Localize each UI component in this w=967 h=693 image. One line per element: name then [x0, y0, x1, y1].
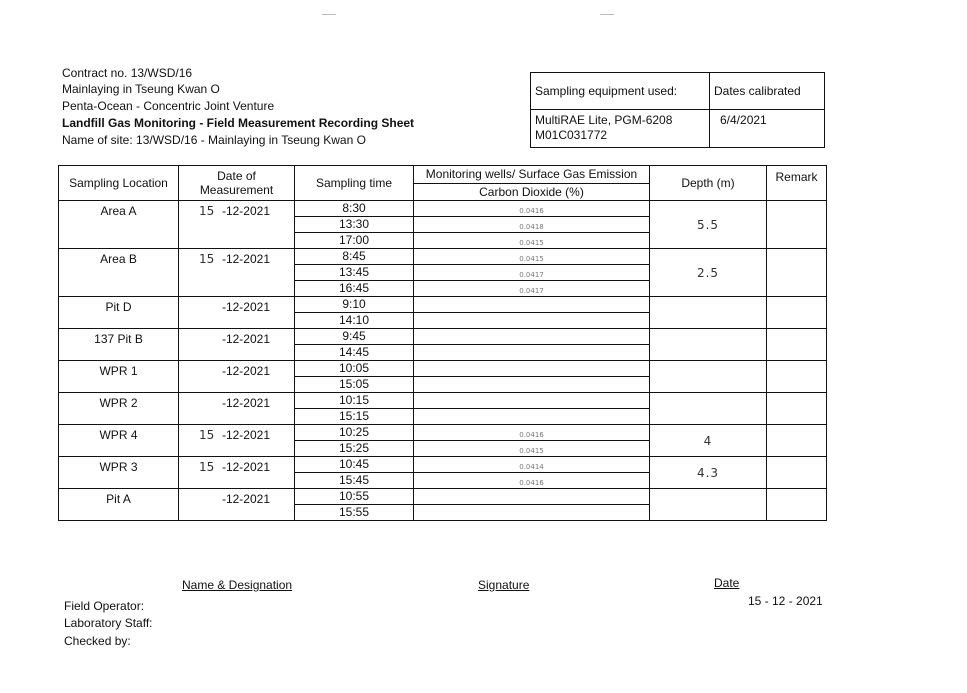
date-value: -12-2021: [221, 252, 270, 266]
header-co2: Carbon Dioxide (%): [414, 183, 650, 201]
time-cell: 13:30: [295, 217, 414, 233]
handwritten-depth: 4: [703, 433, 713, 448]
time-cell: 10:15: [295, 393, 414, 409]
project-name: Mainlaying in Tseung Kwan O: [62, 82, 220, 96]
handwritten-day: 15: [199, 252, 215, 266]
table-row: [59, 457, 827, 473]
location-cell: WPR 1: [59, 361, 179, 393]
co2-cell: [414, 297, 650, 313]
scan-mark: [600, 14, 614, 15]
handwritten-co2: 0.0414: [519, 462, 544, 471]
remark-cell: [767, 393, 827, 425]
time-cell: 10:25: [295, 425, 414, 441]
calibration-header: Dates calibrated: [710, 73, 825, 110]
location-cell: Pit A: [59, 489, 179, 521]
co2-cell: [414, 217, 650, 233]
table-row: [59, 489, 827, 505]
contractor-name: Penta-Ocean - Concentric Joint Venture: [62, 99, 275, 113]
time-cell: 14:45: [295, 345, 414, 361]
table-row: [59, 249, 827, 265]
header-time: Sampling time: [295, 166, 414, 201]
co2-cell: [414, 441, 650, 457]
time-cell: 15:05: [295, 377, 414, 393]
time-cell: 14:10: [295, 313, 414, 329]
date-value: -12-2021: [221, 364, 270, 378]
time-cell: 8:30: [295, 201, 414, 217]
location-cell: WPR 4: [59, 425, 179, 457]
co2-cell: [414, 201, 650, 217]
time-cell: 9:10: [295, 297, 414, 313]
date-value: -12-2021: [221, 460, 270, 474]
location-cell: Area A: [59, 201, 179, 249]
scan-mark: [322, 14, 336, 15]
sheet-title: Landfill Gas Monitoring - Field Measurement Recording Sheet: [62, 116, 415, 130]
depth-cell: [650, 249, 767, 297]
date-cell: [179, 329, 295, 361]
table-row: [59, 329, 827, 345]
contract-number: Contract no. 13/WSD/16: [62, 66, 193, 80]
time-cell: 10:55: [295, 489, 414, 505]
co2-cell: [414, 249, 650, 265]
depth-cell: [650, 457, 767, 489]
time-cell: 10:45: [295, 457, 414, 473]
remark-cell: [767, 249, 827, 297]
date-value: -12-2021: [221, 204, 270, 218]
measurement-table: [58, 165, 827, 521]
date-cell: [179, 489, 295, 521]
co2-cell: [414, 393, 650, 409]
depth-cell: [650, 297, 767, 329]
handwritten-co2: 0.0416: [519, 478, 544, 487]
time-cell: 15:25: [295, 441, 414, 457]
depth-cell: [650, 361, 767, 393]
co2-cell: [414, 457, 650, 473]
header-date: Date of Measurement: [179, 166, 295, 201]
equipment-model: MultiRAE Lite, PGM-6208: [535, 113, 673, 127]
depth-cell: [650, 329, 767, 361]
location-cell: 137 Pit B: [59, 329, 179, 361]
handwritten-co2: 0.0416: [519, 430, 544, 439]
location-cell: Pit D: [59, 297, 179, 329]
time-cell: 9:45: [295, 329, 414, 345]
header-location: Sampling Location: [59, 166, 179, 201]
location-cell: WPR 2: [59, 393, 179, 425]
table-row: [59, 361, 827, 377]
co2-cell: [414, 313, 650, 329]
remark-cell: [767, 361, 827, 393]
co2-cell: [414, 345, 650, 361]
signature-heading: Signature: [478, 578, 530, 592]
name-designation-heading: Name & Designation: [182, 578, 293, 592]
co2-cell: [414, 233, 650, 249]
role-checked-by: Checked by:: [64, 634, 131, 648]
location-cell: Area B: [59, 249, 179, 297]
date-cell: [179, 201, 295, 249]
depth-cell: [650, 489, 767, 521]
table-row: [59, 297, 827, 313]
equipment-cell: [531, 110, 710, 148]
time-cell: 16:45: [295, 281, 414, 297]
time-cell: 13:45: [295, 265, 414, 281]
header-monitoring: Monitoring wells/ Surface Gas Emission: [414, 166, 650, 184]
role-field-operator: Field Operator:: [64, 599, 145, 613]
time-cell: 15:55: [295, 505, 414, 521]
time-cell: 10:05: [295, 361, 414, 377]
date-cell: [179, 361, 295, 393]
calibration-date: 6/4/2021: [710, 110, 825, 148]
co2-cell: [414, 361, 650, 377]
equipment-serial: M01C031772: [535, 128, 608, 142]
handwritten-depth: 2.5: [696, 265, 720, 280]
header-remark: Remark: [767, 166, 827, 201]
handwritten-co2: 0.0418: [519, 222, 544, 231]
handwritten-co2: 0.0417: [519, 270, 544, 279]
site-name: Name of site: 13/WSD/16 - Mainlaying in Tseung Kwan O: [62, 133, 366, 147]
equipment-table: [530, 72, 825, 148]
co2-cell: [414, 473, 650, 489]
date-value: -12-2021: [221, 332, 270, 346]
handwritten-co2: 0.0415: [519, 446, 544, 455]
table-row: [59, 201, 827, 217]
date-value: -12-2021: [221, 396, 270, 410]
equipment-header: Sampling equipment used:: [531, 73, 710, 110]
role-laboratory-staff: Laboratory Staff:: [64, 616, 153, 630]
remark-cell: [767, 457, 827, 489]
handwritten-co2: 0.0417: [519, 286, 544, 295]
location-cell: WPR 3: [59, 457, 179, 489]
date-value: -12-2021: [221, 428, 270, 442]
handwritten-co2: 0.0416: [519, 206, 544, 215]
date-heading: Date: [714, 576, 740, 590]
remark-cell: [767, 425, 827, 457]
handwritten-day: 15: [199, 460, 215, 474]
time-cell: 8:45: [295, 249, 414, 265]
co2-cell: [414, 409, 650, 425]
date-cell: [179, 393, 295, 425]
table-row: [59, 393, 827, 409]
co2-cell: [414, 377, 650, 393]
date-value: -12-2021: [221, 300, 270, 314]
handwritten-co2: 0.0415: [519, 254, 544, 263]
co2-cell: [414, 329, 650, 345]
time-cell: 17:00: [295, 233, 414, 249]
co2-cell: [414, 489, 650, 505]
co2-cell: [414, 505, 650, 521]
remark-cell: [767, 329, 827, 361]
date-cell: [179, 425, 295, 457]
handwritten-depth: 4.3: [696, 465, 720, 480]
table-row: [59, 425, 827, 441]
co2-cell: [414, 425, 650, 441]
time-cell: 15:45: [295, 473, 414, 489]
date-value: -12-2021: [221, 492, 270, 506]
depth-cell: [650, 201, 767, 249]
co2-cell: [414, 265, 650, 281]
date-cell: [179, 457, 295, 489]
remark-cell: [767, 297, 827, 329]
time-cell: 15:15: [295, 409, 414, 425]
depth-cell: [650, 393, 767, 425]
signoff-date: 15 - 12 - 2021: [748, 594, 823, 608]
handwritten-co2: 0.0415: [519, 238, 544, 247]
date-cell: [179, 249, 295, 297]
date-cell: [179, 297, 295, 329]
handwritten-day: 15: [199, 428, 215, 442]
header-depth: Depth (m): [650, 166, 767, 201]
co2-cell: [414, 281, 650, 297]
handwritten-depth: 5.5: [696, 217, 720, 232]
depth-cell: [650, 425, 767, 457]
remark-cell: [767, 489, 827, 521]
handwritten-day: 15: [199, 204, 215, 218]
remark-cell: [767, 201, 827, 249]
